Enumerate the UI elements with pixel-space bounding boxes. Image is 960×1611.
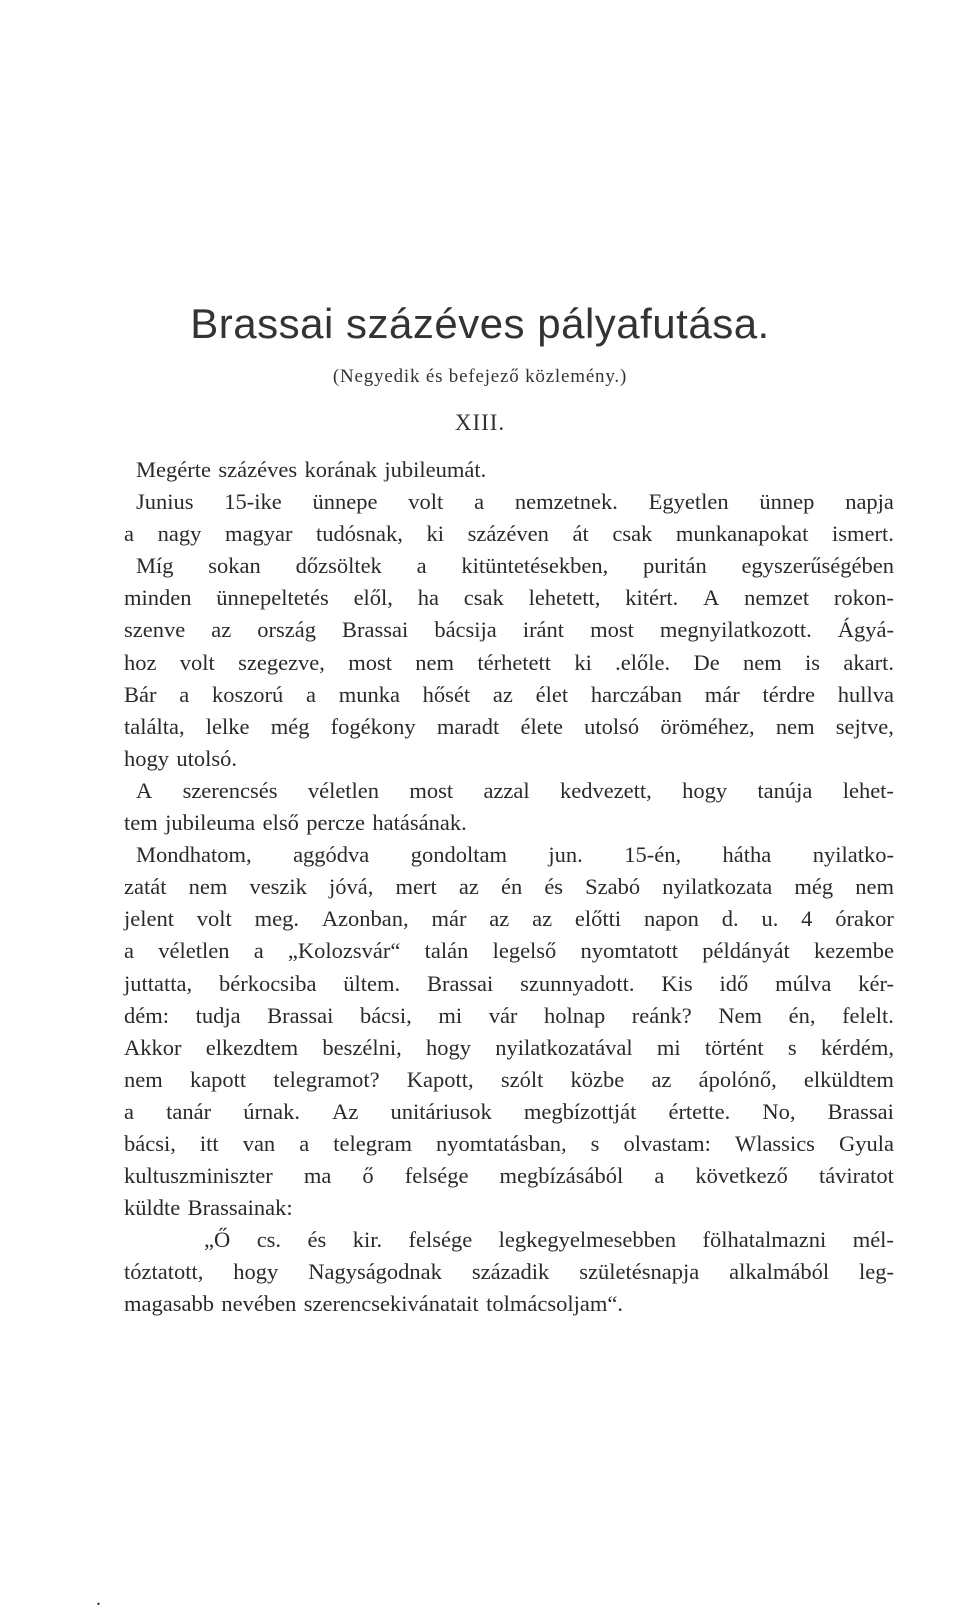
word: A — [136, 777, 153, 803]
text-line — [124, 743, 894, 775]
word: nyilatkozata — [662, 874, 773, 900]
word: nem — [415, 649, 455, 675]
word: bácsi, — [124, 1130, 176, 1156]
word: felsége — [404, 1163, 469, 1189]
text-line — [124, 871, 894, 903]
word: ünnepe — [312, 489, 378, 515]
word: első — [262, 810, 299, 836]
word: értette. — [668, 1098, 731, 1124]
word: reánk? — [631, 1002, 692, 1028]
word: is — [805, 649, 821, 675]
word: mél- — [852, 1227, 894, 1253]
word: idő — [719, 970, 749, 996]
word: hátha — [722, 842, 772, 868]
word: a — [474, 489, 485, 515]
word: az — [492, 681, 513, 707]
word: magasabb — [124, 1291, 214, 1317]
word: kir. — [352, 1227, 383, 1253]
word: jóvá, — [329, 874, 374, 900]
word: volt — [179, 649, 215, 675]
word: Gyula — [838, 1130, 894, 1156]
word: 15-ike — [224, 489, 282, 515]
word: századik — [471, 1259, 550, 1285]
word: hogy — [426, 1034, 471, 1060]
word: a — [253, 938, 264, 964]
word: most — [348, 649, 392, 675]
word: lelke — [205, 713, 250, 739]
text-line — [124, 518, 894, 550]
word: fogékony — [330, 713, 416, 739]
word: 4 — [801, 906, 813, 932]
word: Brassai — [267, 1002, 334, 1028]
word: holnap — [543, 1002, 606, 1028]
word: szenve — [124, 617, 186, 643]
word: élete — [520, 713, 563, 739]
word: nem — [188, 874, 228, 900]
word: kitüntetésekben, — [461, 553, 609, 579]
word: hősét — [422, 681, 471, 707]
word: munka — [338, 681, 400, 707]
word: szegezve, — [238, 649, 325, 675]
word: nem — [855, 874, 894, 900]
text-line — [124, 1192, 894, 1224]
word: és — [307, 1227, 327, 1253]
word: kér- — [858, 970, 894, 996]
word: szerencsés — [182, 777, 278, 803]
word: százéven — [467, 521, 549, 547]
word: ismert. — [832, 521, 894, 547]
word: az — [489, 906, 510, 932]
word: nyomtatásban, — [436, 1130, 567, 1156]
word: most — [409, 777, 454, 803]
text-line — [124, 1288, 894, 1320]
word: aggódva — [293, 842, 370, 868]
word: Egyetlen — [648, 489, 729, 515]
word: volt — [408, 489, 444, 515]
word: leg- — [859, 1259, 894, 1285]
word: a — [305, 681, 316, 707]
word: lehetett, — [528, 585, 601, 611]
word: Brassai — [827, 1098, 894, 1124]
word: egyszerűségében — [741, 553, 894, 579]
word: csak — [463, 585, 504, 611]
word: úrnak. — [243, 1098, 301, 1124]
word: az — [211, 617, 232, 643]
chapter-number: XIII. — [454, 410, 506, 435]
word: jelent — [124, 906, 174, 932]
word: tem — [124, 810, 158, 836]
text-line — [124, 1128, 894, 1160]
word: élet — [535, 681, 569, 707]
text-line — [124, 1000, 894, 1032]
word: akart. — [843, 649, 894, 675]
word: talán — [424, 938, 469, 964]
word: koszorú — [211, 681, 284, 707]
word: jubileumát. — [384, 457, 487, 482]
word: kérdém, — [820, 1034, 894, 1060]
word: Brassai — [427, 970, 494, 996]
word: ország — [257, 617, 316, 643]
word: nemzetnek. — [514, 489, 618, 515]
text-line — [124, 1032, 894, 1064]
word: én, — [788, 1002, 816, 1028]
word: felsége — [408, 1227, 473, 1253]
word: ki — [426, 521, 445, 547]
word: napon — [643, 906, 699, 932]
word: elküldtem — [803, 1066, 894, 1092]
word: hatásának. — [372, 810, 467, 836]
word: minden — [124, 585, 192, 611]
word: puritán — [643, 553, 707, 579]
word: zatát — [124, 874, 167, 900]
word: tudja — [195, 1002, 241, 1028]
word: a — [416, 553, 427, 579]
word: még — [794, 874, 834, 900]
text-line — [124, 486, 894, 518]
word: harczában — [590, 681, 683, 707]
word: Kapott, — [406, 1066, 474, 1092]
word: juttatta, — [124, 970, 193, 996]
word: percze — [306, 810, 365, 836]
word: nagy — [157, 521, 202, 547]
word: és — [544, 874, 564, 900]
word: dőzsöltek — [295, 553, 382, 579]
word: példányát — [702, 938, 790, 964]
word: Nem — [718, 1002, 763, 1028]
text-line — [124, 647, 894, 679]
word: u. — [761, 906, 779, 932]
word: ültem. — [343, 970, 401, 996]
text-line — [124, 582, 894, 614]
word: ma — [303, 1163, 332, 1189]
word: órakor — [835, 906, 894, 932]
word: volt — [196, 906, 232, 932]
word: cs. — [256, 1227, 282, 1253]
word: Junius — [136, 489, 194, 515]
word: találta, — [124, 713, 185, 739]
word: hogy — [124, 745, 169, 771]
word: most — [590, 617, 634, 643]
word: a — [124, 1098, 134, 1124]
word: át — [572, 521, 589, 547]
text-line — [124, 839, 894, 871]
word: elől, — [353, 585, 393, 611]
text-line — [124, 807, 894, 839]
word: közbe — [570, 1066, 625, 1092]
word: korának — [304, 457, 377, 482]
page-title: Brassai százéves pályafutása. — [190, 300, 770, 347]
margin-mark: . — [96, 1588, 101, 1610]
word: tanár — [166, 1098, 212, 1124]
text-line — [124, 1224, 894, 1256]
word: van — [242, 1130, 276, 1156]
word: De — [693, 649, 720, 675]
word: az — [532, 906, 553, 932]
word: már — [704, 681, 740, 707]
word: történt — [704, 1034, 764, 1060]
word: magyar — [224, 521, 293, 547]
word: az — [651, 1066, 672, 1092]
word: szerencsekivánatait — [303, 1291, 479, 1317]
word: én — [500, 874, 523, 900]
word: beszélni, — [322, 1034, 402, 1060]
word: az — [458, 874, 479, 900]
word: múlva — [775, 970, 832, 996]
word: mert — [395, 874, 437, 900]
word: következő — [695, 1163, 788, 1189]
word: véletlen — [158, 938, 230, 964]
word: hoz — [124, 649, 157, 675]
word: megbízásából — [499, 1163, 624, 1189]
word: telegram — [333, 1130, 412, 1156]
word: bérkocsiba — [218, 970, 317, 996]
word: ápolónő, — [698, 1066, 777, 1092]
word: tanúja — [757, 777, 813, 803]
word: vár — [488, 1002, 518, 1028]
word: véletlen — [307, 777, 380, 803]
word: fölhatalmazni — [702, 1227, 827, 1253]
word: napja — [845, 489, 894, 515]
word: kezembe — [813, 938, 894, 964]
word: iránt — [522, 617, 565, 643]
word: utolsó — [584, 713, 640, 739]
word: azzal — [483, 777, 530, 803]
word: Azonban, — [321, 906, 409, 932]
text-line — [124, 903, 894, 935]
word: megnyilatkozott. — [659, 617, 812, 643]
word: Akkor — [124, 1034, 182, 1060]
word: szunnyadott. — [520, 970, 635, 996]
word: bácsija — [434, 617, 497, 643]
text-line — [124, 968, 894, 1000]
word: veszik — [249, 874, 307, 900]
word: Ágyá- — [837, 617, 894, 643]
word: nevében — [221, 1291, 297, 1317]
word: kitért. — [625, 585, 679, 611]
word: Míg — [136, 553, 174, 579]
word: tudósnak, — [316, 521, 403, 547]
word: jun. — [548, 842, 583, 868]
word: Az — [332, 1098, 359, 1124]
word: lehet- — [842, 777, 894, 803]
text-line — [124, 1256, 894, 1288]
word: dém: — [124, 1002, 169, 1028]
word: s — [787, 1034, 797, 1060]
word: tolmácsoljam“. — [486, 1291, 623, 1317]
word: itt — [199, 1130, 219, 1156]
word: meg. — [254, 906, 299, 932]
word: telegramot? — [273, 1066, 380, 1092]
word: mi — [656, 1034, 681, 1060]
word: százéves — [218, 457, 298, 482]
word: a — [124, 938, 134, 964]
word: Brassainak: — [187, 1195, 293, 1221]
word: .előle. — [615, 649, 671, 675]
word: unitáriusok — [390, 1098, 492, 1124]
word: jubileuma — [165, 810, 256, 836]
word: felelt. — [842, 1002, 894, 1028]
word: születésnapja — [579, 1259, 700, 1285]
word: Mondhatom, — [136, 842, 252, 868]
word: nemzet — [744, 585, 810, 611]
word: küldte — [124, 1195, 181, 1221]
word: megbízottját — [523, 1098, 637, 1124]
word: sokan — [208, 553, 261, 579]
text-line — [124, 1160, 894, 1192]
word: a — [124, 521, 134, 547]
word: olvastam: — [623, 1130, 711, 1156]
word: 15-én, — [624, 842, 682, 868]
word: még — [270, 713, 310, 739]
word: Szabó — [585, 874, 641, 900]
word: nem — [124, 1066, 163, 1092]
word: ha — [417, 585, 439, 611]
word: tóztatott, — [124, 1259, 204, 1285]
text-line — [124, 1064, 894, 1096]
text-line — [124, 711, 894, 743]
word: nyilatkozatával — [495, 1034, 633, 1060]
word: ünnepeltetés — [216, 585, 329, 611]
word: „Kolozsvár“ — [287, 938, 401, 964]
text-line — [124, 614, 894, 646]
word: öröméhez, — [660, 713, 755, 739]
word: előtti — [574, 906, 622, 932]
word: s — [590, 1130, 600, 1156]
word: nyomtatott — [580, 938, 679, 964]
word: térdre — [762, 681, 815, 707]
text-line — [124, 775, 894, 807]
word: Brassai — [342, 617, 409, 643]
word: alkalmából — [729, 1259, 830, 1285]
text-line — [124, 550, 894, 582]
word: maradt — [436, 713, 500, 739]
word: kapott — [189, 1066, 247, 1092]
word: a — [179, 681, 190, 707]
word: ünnep — [759, 489, 815, 515]
word: táviratot — [818, 1163, 894, 1189]
word: No, — [762, 1098, 796, 1124]
word: A — [703, 585, 720, 611]
word: Bár — [124, 681, 157, 707]
word: Kis — [661, 970, 693, 996]
word: ki — [574, 649, 592, 675]
word: bácsi, — [359, 1002, 412, 1028]
word: Nagyságodnak — [308, 1259, 442, 1285]
text-line — [124, 935, 894, 967]
word: térhetett — [477, 649, 552, 675]
word: Wlassics — [734, 1130, 815, 1156]
word: mi — [438, 1002, 463, 1028]
word: sejtve, — [835, 713, 894, 739]
word: legelső — [492, 938, 557, 964]
word: hogy — [682, 777, 728, 803]
subtitle: (Negyedik és befejező közlemény.) — [332, 366, 628, 387]
word: csak — [612, 521, 653, 547]
word: a — [299, 1130, 310, 1156]
word: utolsó. — [176, 745, 238, 771]
word: kultuszminiszter — [124, 1163, 273, 1189]
word: nyilatko- — [812, 842, 894, 868]
text-line — [124, 1096, 894, 1128]
word: már — [431, 906, 467, 932]
word: hullva — [837, 681, 894, 707]
word: hogy — [233, 1259, 279, 1285]
word: d. — [721, 906, 739, 932]
text-line — [124, 454, 894, 486]
word: szólt — [500, 1066, 544, 1092]
word: ő — [362, 1163, 374, 1189]
word: Megérte — [136, 457, 211, 482]
text-line — [124, 679, 894, 711]
word: rokon- — [833, 585, 894, 611]
body-text — [124, 454, 894, 1321]
word: legkegyelmesebben — [498, 1227, 677, 1253]
word: kedvezett, — [559, 777, 652, 803]
word: gondoltam — [410, 842, 507, 868]
word: „Ő — [204, 1227, 231, 1253]
word: a — [654, 1163, 665, 1189]
word: nem — [775, 713, 815, 739]
word: elkezdtem — [205, 1034, 299, 1060]
word: nem — [743, 649, 782, 675]
word: munkanapokat — [675, 521, 809, 547]
